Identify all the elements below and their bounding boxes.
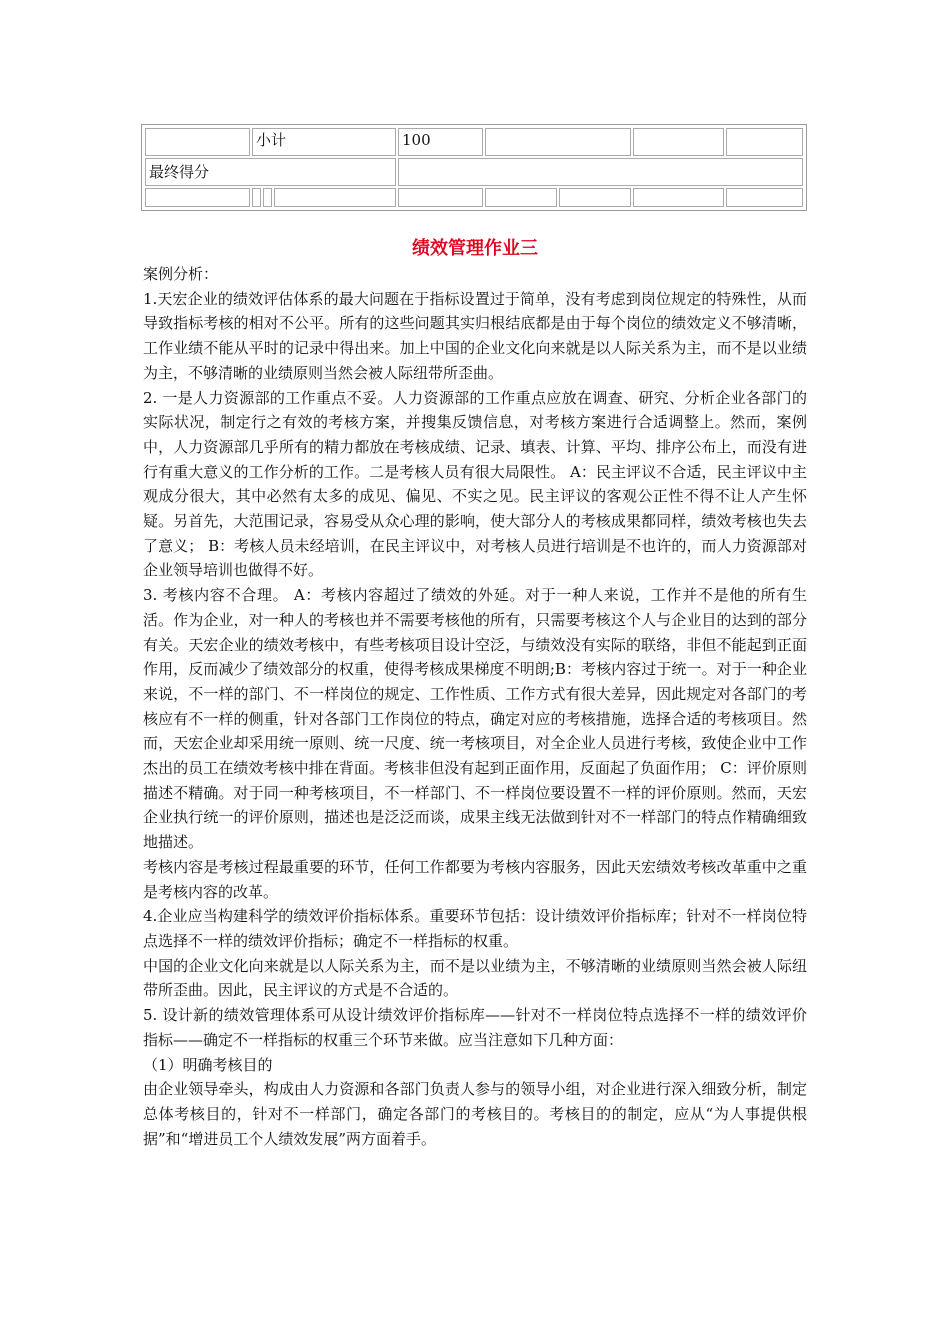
- table-cell: [145, 188, 250, 207]
- table-cell: [252, 188, 261, 207]
- final-score-label: 最终得分: [145, 158, 396, 186]
- table-cell: [145, 128, 250, 156]
- table-cell: [485, 188, 557, 207]
- paragraph: 4.企业应当构建科学的绩效评价指标体系。重要环节包括：设计绩效评价指标库；针对不一样岗位特点选择不一样的绩效评价指标；确定不一样指标的权重。: [143, 907, 807, 950]
- paragraph: 2. 一是人力资源部的工作重点不妥。人力资源部的工作重点应放在调查、研究、分析企业各部门的实际状况，制定行之有效的考核方案，并搜集反馈信息，对考核方案进行合适调整上。然而，案例中，人力资源部几乎所有的精力都放在考核成绩、记录、填表、计算、平均、排序公布上，而没有进行有重大意义的工作分析的工作。二是考核人员有很大局限性。 A：民主评议不合适，民主评议中主观成分很大，其中必然有太多的成见、偏见、不实之见。民主评议的客观公正性不得不让人产生怀疑。另首先，大范围记录，容易受从众心理的影响，使大部分人的考核成果都同样，绩效考核也失去了意义； B：考核人员未经培训，在民主评议中，对考核人员进行培训是不也许的，而人力资源部对企业领导培训也做得不好。: [143, 388, 807, 580]
- table-cell: [274, 188, 396, 207]
- paragraph: 中国的企业文化向来就是以人际关系为主，而不是以业绩为主，不够清晰的业绩原则当然会被人际纽带所歪曲。因此，民主评议的方式是不合适的。: [143, 956, 807, 1000]
- subtotal-label: 小计: [252, 128, 396, 156]
- table-cell: [726, 128, 803, 156]
- paragraph: 考核内容是考核过程最重要的环节，任何工作都要为考核内容服务，因此天宏绩效考核改革重中之重是考核内容的改革。: [143, 857, 807, 901]
- paragraph: 由企业领导牵头，构成由人力资源和各部门负责人参与的领导小组，对企业进行深入细致分析，制定总体考核目的，针对不一样部门，确定各部门的考核目的。考核目的的制定，应从“为人事提供根据”和“增进员工个人绩效发展”两方面着手。: [143, 1080, 807, 1148]
- article-body: [143, 262, 807, 1151]
- table-cell: [398, 188, 483, 207]
- table-cell: [633, 128, 724, 156]
- paragraph: （1）明确考核目的: [143, 1055, 273, 1074]
- table-cell: [726, 188, 803, 207]
- table-cell: [633, 188, 724, 207]
- table-cell: [559, 188, 631, 207]
- table-cell: [485, 128, 631, 156]
- paragraph: 5. 设计新的绩效管理体系可从设计绩效评价指标库——针对不一样岗位特点选择不一样的绩效评价指标——确定不一样指标的权重三个环节来做。应当注意如下几种方面：: [143, 1006, 807, 1049]
- paragraph: 1.天宏企业的绩效评估体系的最大问题在于指标设置过于简单，没有考虑到岗位规定的特殊性，从而导致指标考核的相对不公平。所有的这些问题其实归根结底都是由于每个岗位的绩效定义不够清晰，工作业绩不能从平时的记录中得出来。加上中国的企业文化向来就是以人际关系为主，而不是以业绩为主，不够清晰的业绩原则当然会被人际纽带所歪曲。: [143, 289, 807, 382]
- paragraph: 3. 考核内容不合理。 A：考核内容超过了绩效的外延。对于一种人来说，工作并不是他的所有生活。作为企业，对一种人的考核也并不需要考核他的所有，只需要考核这个人与企业目的达到的部分有关。天宏企业的绩效考核中，有些考核项目设计空泛，与绩效没有实际的联络，非但不能起到正面作用，反而减少了绩效部分的权重，使得考核成果梯度不明朗;B：考核内容过于统一。对于一种企业来说，不一样的部门、不一样岗位的规定、工作性质、工作方式有很大差异，因此规定对各部门的考核应有不一样的侧重，针对各部门工作岗位的特点，确定对应的考核措施，选择合适的考核项目。然而，天宏企业却采用统一原则、统一尺度、统一考核项目，对全企业人员进行考核，致使企业中工作杰出的员工在绩效考核中排在背面。考核非但没有起到正面作用，反面起了负面作用； C：评价原则描述不精确。对于同一种考核项目，不一样部门、不一样岗位要设置不一样的评价原则。然而，天宏企业执行统一的评价原则，描述也是泛泛而谈，成果主线无法做到针对不一样部门的特点作精确细致地描述。: [143, 586, 807, 852]
- table-cell: [263, 188, 272, 207]
- page-title: 绩效管理作业三: [412, 238, 538, 259]
- score-table: [141, 124, 807, 211]
- paragraph: 案例分析：: [143, 265, 219, 283]
- subtotal-value: 100: [398, 128, 483, 156]
- final-score-value: [398, 158, 803, 186]
